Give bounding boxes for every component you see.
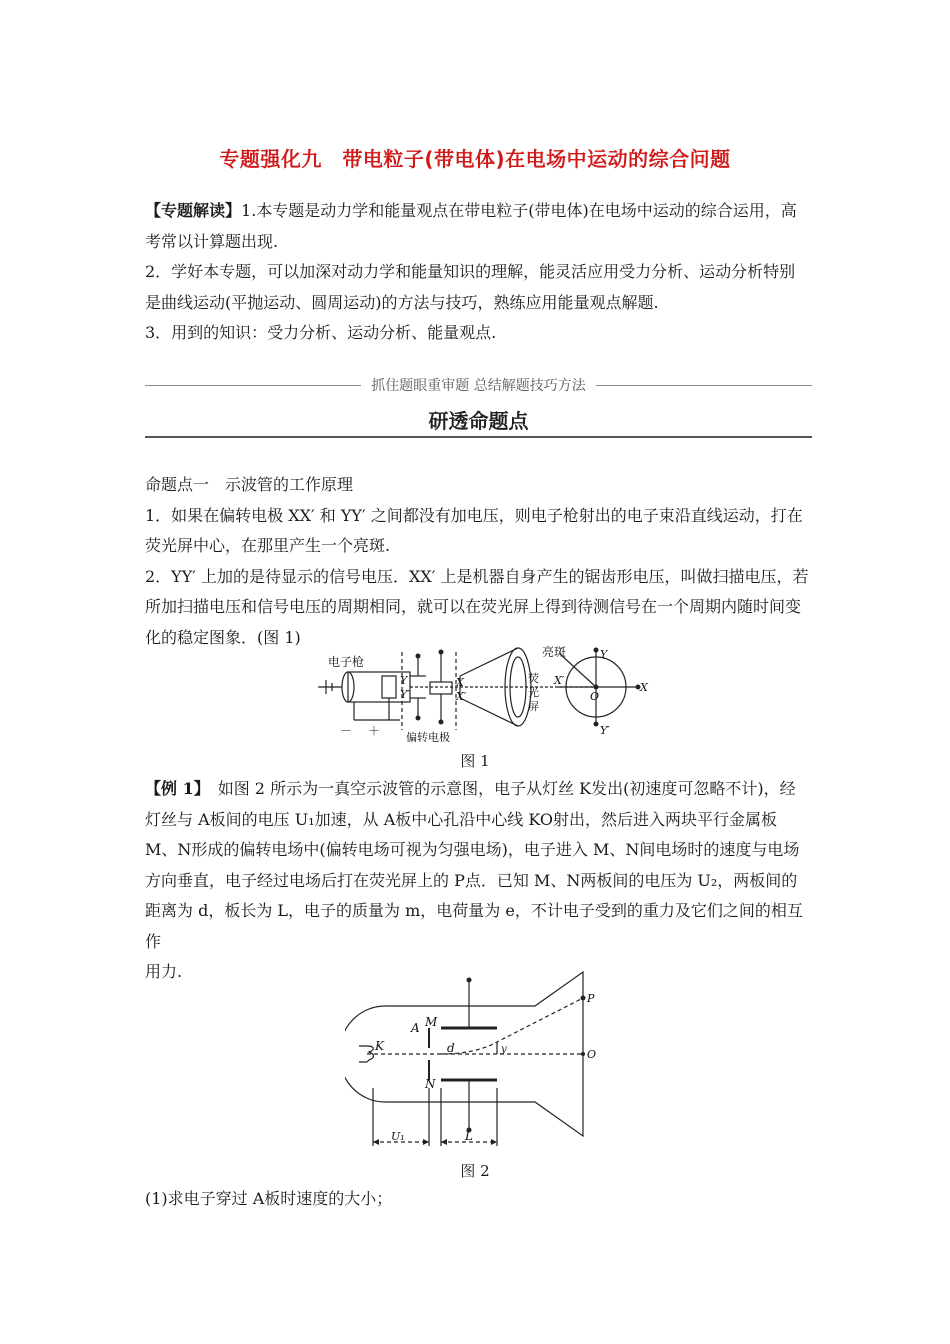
intro-paragraph-1: 【专题解读】1.本专题是动力学和能量观点在带电粒子(带电体)在电场中运动的综合运用，高考常以计算题出现. [145, 201, 797, 251]
figure-2-caption: 图 2 [460, 1162, 490, 1180]
example1-tag: 【例 1】 [145, 779, 202, 798]
intro-paragraph-3: 3．用到的知识：受力分析、运动分析、能量观点. [145, 323, 497, 342]
label-spot: 亮斑 [542, 645, 567, 659]
figure-2-vacuum-tube-diagram [345, 968, 610, 1158]
figure-1-caption: 图 1 [460, 752, 490, 770]
gun-anode [382, 676, 396, 698]
label-plus: ＋ [368, 724, 381, 738]
example1-block [145, 774, 810, 988]
label-O: O [587, 1048, 597, 1061]
label-X-screen: X [640, 681, 648, 694]
topic1-paragraph-1: 1．如果在偏转电极 XX′ 和 YY′ 之间都没有加电压，则电子枪射出的电子束沿直线运动，打在荧光屏中心，在那里产生一个亮斑. [145, 505, 803, 555]
label-N: N [425, 1077, 436, 1091]
label-Yp-plate: Y′ [400, 688, 410, 701]
tube-outline [345, 972, 583, 1136]
label-A: A [411, 1021, 420, 1035]
intro-paragraph-2: 2．学好本专题，可以加深对动力学和能量知识的理解，能灵活应用受力分析、运动分析特别是曲线运动(平抛运动、圆周运动)的方法与技巧，熟练应用能量观点解题. [145, 262, 796, 312]
label-K: K [375, 1039, 384, 1053]
section-header [145, 373, 812, 439]
label-Yp-screen: Y′ [600, 724, 610, 737]
label-gun: 电子枪 [328, 655, 365, 669]
label-Y-plate: Y [400, 674, 408, 687]
topic1-paragraph-2: 2．YY′ 上加的是待显示的信号电压．XX′ 上是机器自身产生的锯齿形电压，叫做扫描电压，若所加扫描电压和信号电压的周期相同，就可以在荧光屏上得到待测信号在一个周期内随时间变化的稳定图象．(图 1) [145, 566, 809, 647]
label-X-plate: X [456, 676, 464, 689]
label-M: M [425, 1015, 438, 1029]
topic1-heading: 命题点一 示波管的工作原理 [145, 475, 354, 494]
label-U1: U₁ [391, 1130, 405, 1143]
section-underline [145, 436, 812, 438]
label-screen-3: 屏 [528, 700, 539, 713]
label-Xp-plate: X′ [456, 690, 467, 703]
label-d: d [447, 1041, 455, 1055]
section-heading: 研透命题点 [428, 409, 529, 433]
filament [359, 1046, 374, 1062]
label-P: P [587, 992, 595, 1005]
figure-1-oscilloscope-diagram [310, 640, 650, 742]
label-minus: － [340, 724, 353, 738]
section-subtitle: 抓住题眼重审题 总结解题技巧方法 [145, 375, 812, 395]
label-L: L [465, 1129, 473, 1143]
example1-text: 【例 1】 如图 2 所示为一真空示波管的示意图，电子从灯丝 K发出(初速度可忽略不计)，经灯丝与 A板间的电压 U₁加速，从 A板中心孔沿中心线 KO射出，然后进入两块平行金属板 M、N形成的偏转电场中(偏转电场可视为匀强电场)，电子进入 M、N间电场时的速度与电场方向垂直，电子经过电场后打在荧光屏上的 P点．已知 M、N两板间的电压为 U₂，两板间的距离为 d，板长为 L，电子的质量为 m，电荷量为 e，不计电子受到的重力及它们之间的相互作 [145, 779, 803, 951]
label-screen-1: 荧 [528, 672, 539, 685]
example1-text-end: 用力. [145, 962, 183, 981]
label-Xp-screen: X′ [554, 674, 565, 687]
topic1-block [145, 470, 810, 653]
label-O-screen: O [590, 690, 600, 703]
label-y: y [501, 1044, 507, 1055]
intro-tag: 【专题解读】 [145, 201, 242, 220]
label-Y-screen: Y [600, 648, 608, 661]
page-title: 专题强化九 带电粒子(带电体)在电场中运动的综合问题 [219, 147, 731, 171]
label-screen-2: 光 [528, 686, 539, 699]
intro-block [145, 196, 810, 349]
label-deflector: 偏转电极 [406, 731, 450, 742]
question-1: (1)求电子穿过 A板时速度的大小； [145, 1189, 393, 1208]
